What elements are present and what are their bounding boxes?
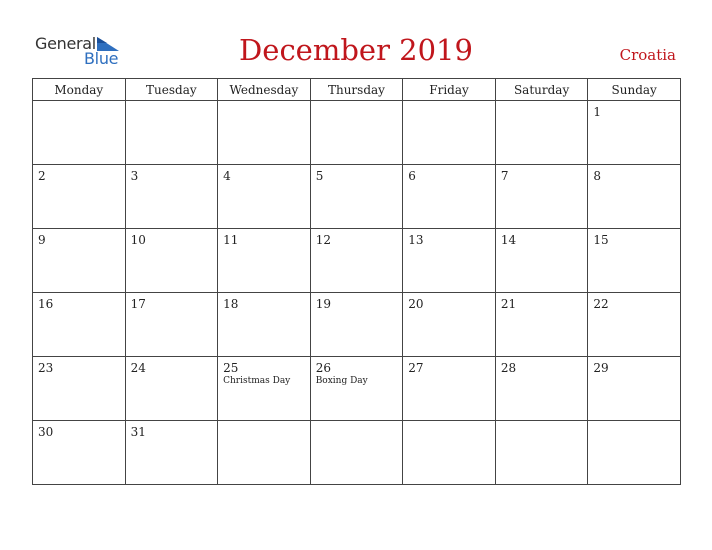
week-row: [33, 357, 681, 421]
day-cell: [218, 357, 311, 421]
day-cell: [403, 293, 496, 357]
day-number: 22: [593, 297, 609, 311]
day-cell: [495, 165, 588, 229]
weekday-header: Friday: [403, 79, 496, 101]
day-number: 4: [223, 169, 231, 183]
day-cell: [310, 101, 403, 165]
day-cell: [588, 293, 681, 357]
day-cell: [33, 165, 126, 229]
day-number: 17: [130, 297, 146, 311]
day-cell: [403, 357, 496, 421]
day-number: 13: [408, 233, 424, 247]
holiday-label: Boxing Day: [315, 376, 368, 386]
day-cell: [588, 357, 681, 421]
day-number: 19: [315, 297, 331, 311]
day-number: 10: [130, 233, 146, 247]
day-cell: [125, 229, 218, 293]
weekday-header: Tuesday: [125, 79, 218, 101]
day-number: 25: [223, 361, 239, 375]
logo-text-general: General: [35, 34, 96, 53]
day-number: 3: [130, 169, 139, 183]
day-number: 26: [315, 361, 331, 375]
day-number: 30: [38, 425, 54, 439]
page-title: December 2019: [239, 33, 473, 67]
day-number: 21: [500, 297, 517, 311]
day-cell: [125, 357, 218, 421]
day-number: 6: [408, 169, 416, 183]
day-cell: [310, 229, 403, 293]
day-number: 31: [130, 425, 146, 439]
day-cell: [218, 229, 311, 293]
day-number: 5: [315, 169, 324, 183]
day-cell: [310, 357, 403, 421]
day-cell: [125, 165, 218, 229]
logo-text-blue: Blue: [84, 49, 119, 68]
day-number: 11: [223, 233, 239, 247]
day-number: 27: [408, 361, 424, 375]
day-cell: [33, 101, 126, 165]
week-row: [33, 293, 681, 357]
day-cell: [125, 421, 218, 485]
day-cell: [588, 229, 681, 293]
day-number: 8: [593, 169, 602, 183]
day-number: 28: [500, 361, 517, 375]
weekday-header: Monday: [33, 79, 126, 101]
day-number: 16: [38, 297, 54, 311]
day-cell: [33, 293, 126, 357]
day-cell: [218, 293, 311, 357]
day-number: 24: [130, 361, 146, 375]
day-cell: [125, 293, 218, 357]
day-cell: [588, 421, 681, 485]
day-cell: [403, 101, 496, 165]
day-number: 12: [315, 233, 331, 247]
day-cell: [310, 421, 403, 485]
day-number: 18: [223, 297, 239, 311]
day-number: 20: [408, 297, 424, 311]
day-cell: [403, 165, 496, 229]
day-cell: [403, 421, 496, 485]
day-number: 9: [38, 233, 46, 247]
day-cell: [33, 229, 126, 293]
calendar-grid: [32, 78, 681, 485]
day-cell: [495, 229, 588, 293]
day-cell: [495, 421, 588, 485]
week-row: [33, 101, 681, 165]
week-row: [33, 229, 681, 293]
day-cell: [495, 357, 588, 421]
week-row: [33, 165, 681, 229]
day-cell: [588, 101, 681, 165]
day-cell: [495, 101, 588, 165]
day-number: 23: [38, 361, 54, 375]
day-cell: [218, 101, 311, 165]
day-cell: [33, 421, 126, 485]
day-number: 2: [38, 169, 46, 183]
weekday-header: Saturday: [495, 79, 588, 101]
weekday-header: Thursday: [310, 79, 403, 101]
day-number: 1: [593, 105, 602, 119]
day-number: 7: [500, 169, 509, 183]
weekday-header-row: [33, 79, 681, 101]
weekday-header: Wednesday: [218, 79, 311, 101]
holiday-label: Christmas Day: [223, 376, 291, 386]
day-cell: [125, 101, 218, 165]
week-row: [33, 421, 681, 485]
day-cell: [403, 229, 496, 293]
day-cell: [218, 421, 311, 485]
day-number: 15: [593, 233, 609, 247]
day-cell: [33, 357, 126, 421]
day-cell: [218, 165, 311, 229]
day-number: 14: [500, 233, 517, 247]
day-cell: [310, 165, 403, 229]
day-cell: [588, 165, 681, 229]
country-label: Croatia: [619, 46, 676, 64]
day-cell: [495, 293, 588, 357]
day-number: 29: [593, 361, 609, 375]
day-cell: [310, 293, 403, 357]
weekday-header: Sunday: [588, 79, 681, 101]
